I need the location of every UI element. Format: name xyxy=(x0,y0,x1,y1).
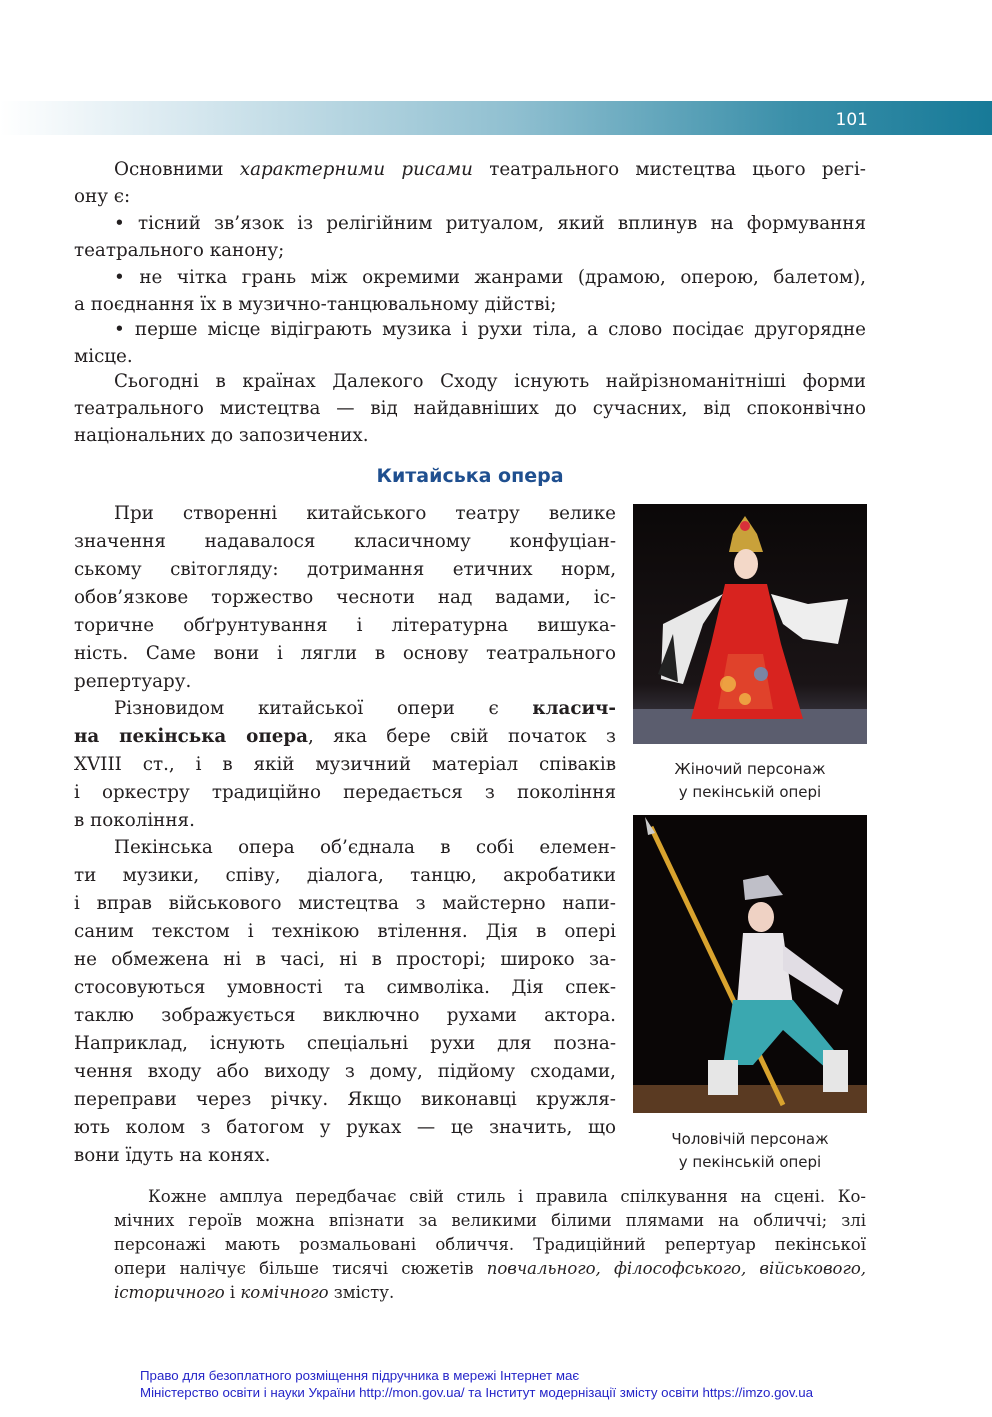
body-line: обов’язкове торжество чесноти над вадами, іс- xyxy=(74,587,616,608)
bullet-item: • тісний зв’язок із релігійним ритуалом, який вплинув на формування xyxy=(114,213,866,234)
intro-line: Основними характерними рисами театрального мистецтва цього регі- xyxy=(114,159,866,180)
page-number: 101 xyxy=(835,110,868,130)
note-line: персонажі мають розмальовані обличчя. Традиційний репертуар пекінської xyxy=(114,1235,866,1254)
figure-caption: Жіночий персонаж у пекінській опері xyxy=(674,760,826,801)
footer-links-line[interactable]: Міністерство освіти і науки України http://mon.gov.ua/ та Інститут модернізації змісту освіти https://imzo.gov.ua xyxy=(140,1385,814,1400)
note-line: історичного і комічного змісту. xyxy=(114,1283,395,1302)
bullet-item: місце. xyxy=(74,346,133,367)
bullet-item: • не чітка грань між окремими жанрами (драмою, оперою, балетом), xyxy=(114,267,866,288)
body-line: ють колом з батогом у руках — це значить, що xyxy=(74,1117,616,1138)
section-title: Китайська опера xyxy=(376,465,564,487)
body-line: репертуару. xyxy=(74,671,192,692)
body-line: При створенні китайського театру велике xyxy=(114,503,616,524)
body-line: XVIII ст., і в якій музичний матеріал співаків xyxy=(74,754,616,775)
body-line: Пекінська опера об’єднала в собі елемен- xyxy=(114,837,616,858)
body-line: чення входу або виходу з дому, підйому сходами, xyxy=(74,1061,616,1082)
note-line: Кожне амплуа передбачає свій стиль і правила спілкування на сцені. Ко- xyxy=(148,1187,866,1206)
bullet-item: а поєднання їх в музично-танцювальному дійстві; xyxy=(74,294,557,315)
body-line: переправи через річку. Якщо виконавці кружля- xyxy=(74,1089,616,1110)
body-line: ському світогляду: дотримання етичних норм, xyxy=(74,559,616,580)
intro-line: Сьогодні в країнах Далекого Сходу існують найрізноманітніші форми xyxy=(114,371,866,392)
female-character-photo xyxy=(633,504,867,744)
body-line: вони їдуть на конях. xyxy=(74,1145,271,1166)
note-line: мічних героїв можна впізнати за великими білими плямами на обличчі; злі xyxy=(114,1211,866,1230)
male-character-photo xyxy=(633,815,867,1113)
body-line: ти музики, співу, діалога, танцю, акробатики xyxy=(74,865,616,886)
intro-line: національних до запозичених. xyxy=(74,425,369,446)
body-line: таклю зображується виключно рухами актора. xyxy=(74,1005,616,1026)
body-line: і вправ військового мистецтва з майстерно напи- xyxy=(74,893,616,914)
body-line: Різновидом китайської опери є класич- xyxy=(114,698,616,719)
body-line: на пекінська опера, яка бере свій початок з xyxy=(74,726,617,747)
body-line: саним текстом і технікою втілення. Дія в опері xyxy=(74,921,616,942)
footer-rights-line: Право для безоплатного розміщення підручника в мережі Інтернет має xyxy=(140,1368,580,1383)
bullet-item: • перше місце відіграють музика і рухи тіла, а слово посідає другорядне xyxy=(114,319,866,340)
body-line: стосовуються умовності та символіка. Дія спек- xyxy=(74,977,616,998)
intro-line: театрального мистецтва — від найдавніших до сучасних, від споконвічно xyxy=(74,398,866,419)
body-line: значення надавалося класичному конфуціан- xyxy=(74,531,616,552)
note-line: опери налічує більше тисячі сюжетів повчального, філософського, військового, xyxy=(114,1259,867,1278)
bullet-item: театрального канону; xyxy=(74,240,285,261)
figure-caption: Чоловічій персонаж у пекінській опері xyxy=(671,1130,829,1171)
body-line: і оркестру традиційно передається з покоління xyxy=(74,782,616,803)
body-line: торичне обґрунтування і літературна вишука- xyxy=(74,615,616,636)
body-line: в покоління. xyxy=(74,810,195,831)
intro-line: ону є: xyxy=(74,186,131,207)
body-line: Наприклад, існують спеціальні рухи для позна- xyxy=(74,1033,616,1054)
body-line: ність. Саме вони і лягли в основу театрального xyxy=(74,643,616,664)
body-line: не обмежена ні в часі, ні в просторі; широко за- xyxy=(74,949,616,970)
